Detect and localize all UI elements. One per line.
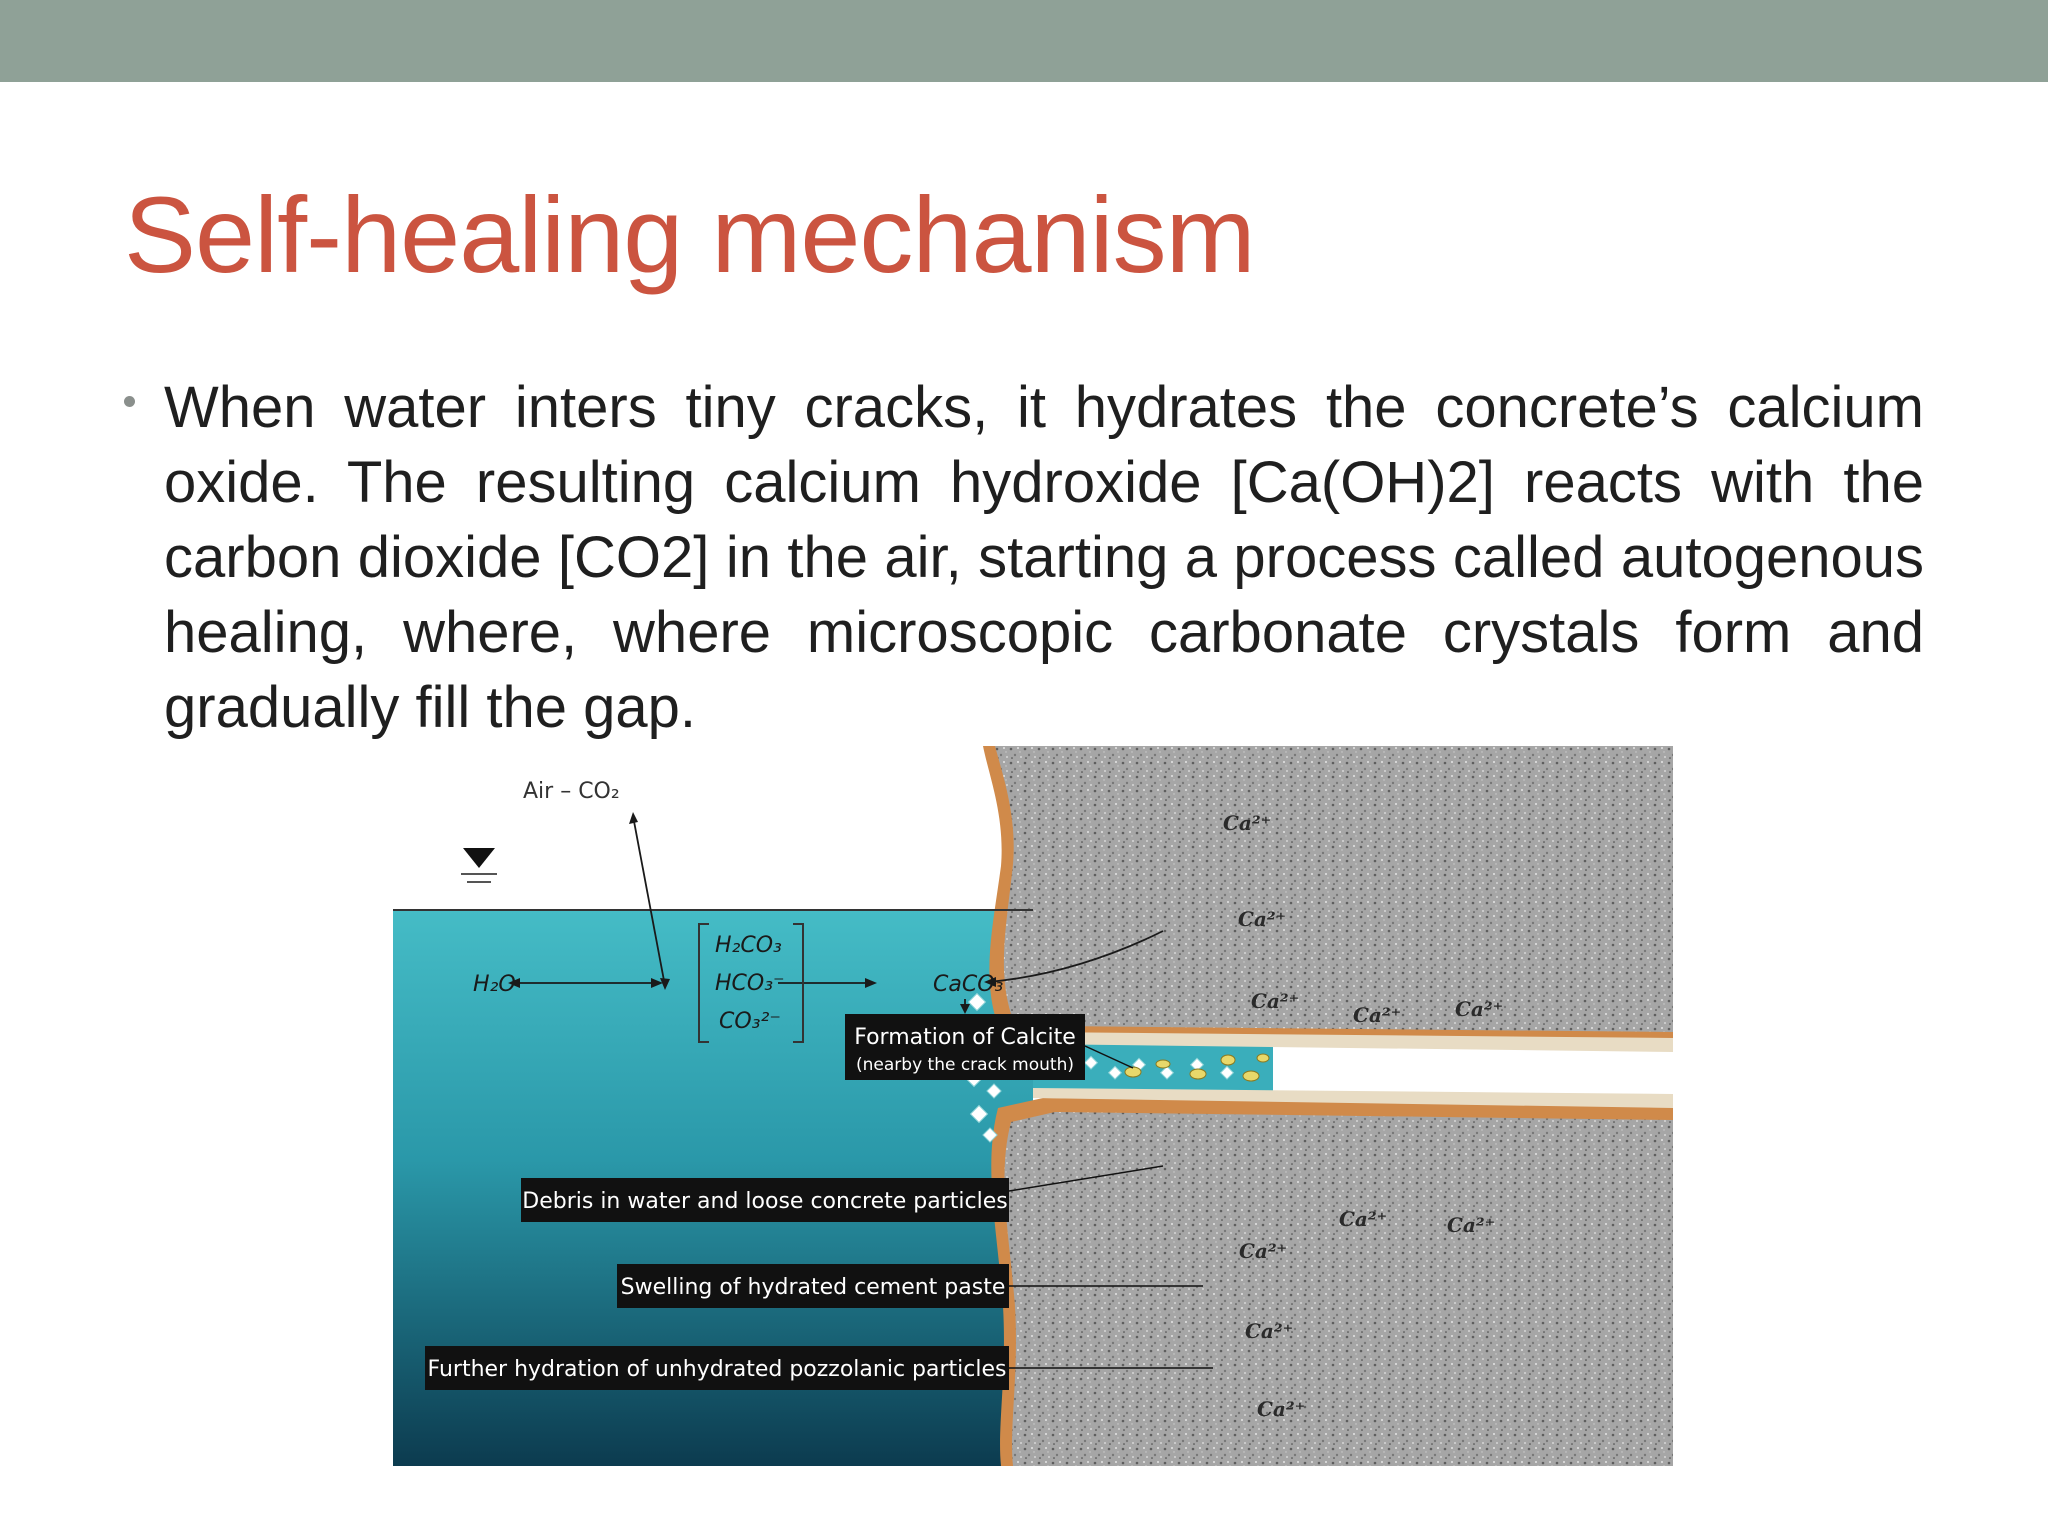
ca-ion-label: Ca²⁺	[1251, 989, 1300, 1013]
debris-label: Debris in water and loose concrete particles	[522, 1189, 1008, 1214]
ca-ion-label: Ca²⁺	[1223, 811, 1272, 835]
ca-ion-label: Ca²⁺	[1447, 1213, 1496, 1237]
calcite-subtitle: (nearby the crack mouth)	[856, 1055, 1074, 1075]
ca-ion-label: Ca²⁺	[1353, 1003, 1402, 1027]
h2o-label: H₂O	[473, 972, 516, 997]
air-co2-label: Air – CO₂	[523, 779, 620, 804]
slide-title: Self-healing mechanism	[124, 174, 1255, 295]
ca-ion-label: Ca²⁺	[1339, 1207, 1388, 1231]
ca-ion-label: Ca²⁺	[1238, 907, 1287, 931]
bullet-marker	[124, 396, 135, 407]
self-healing-diagram	[393, 746, 1673, 1466]
water-level-marker	[463, 848, 495, 868]
ca-ion-label: Ca²⁺	[1239, 1239, 1288, 1263]
swelling-label: Swelling of hydrated cement paste	[620, 1275, 1006, 1300]
hco3-label: HCO₃⁻	[715, 971, 785, 996]
caco3-label: CaCO₃	[933, 972, 1004, 997]
calcite-title: Formation of Calcite	[854, 1025, 1076, 1050]
bullet-text: When water inters tiny cracks, it hydrates the concrete’s calcium oxide. The resulting calcium hydroxide [Ca(OH)2] reacts with the carbon dioxide [CO2] in the air, starting a process called autogenous healing, where, where microscopic carbonate crystals form and gradually fill the gap.	[164, 375, 1924, 740]
ca-ion-label: Ca²⁺	[1455, 997, 1504, 1021]
co3-label: CO₃²⁻	[719, 1009, 781, 1034]
ca-ion-label: Ca²⁺	[1245, 1319, 1294, 1343]
top-band	[0, 0, 2048, 82]
h2co3-label: H₂CO₃	[715, 933, 782, 958]
ca-ion-label: Ca²⁺	[1257, 1397, 1306, 1421]
hydration-label: Further hydration of unhydrated pozzolanic particles	[427, 1357, 1007, 1382]
